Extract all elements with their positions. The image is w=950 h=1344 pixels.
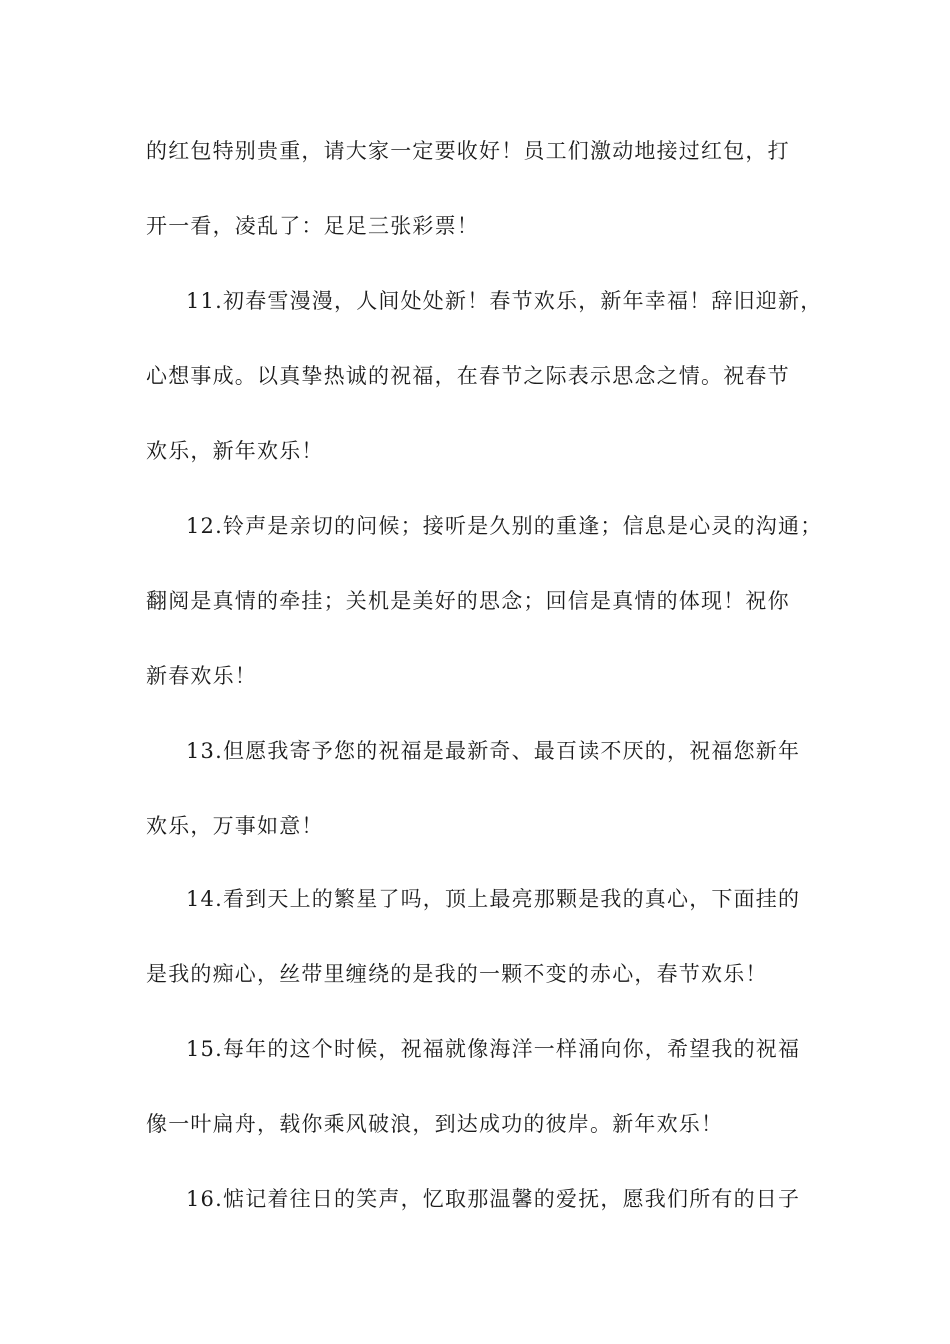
paragraph-13-line: 13.但愿我寄予您的祝福是最新奇、最百读不厌的，祝福您新年 bbox=[186, 739, 801, 763]
text-line: 欢乐，万事如意！ bbox=[146, 814, 324, 838]
text-line: 欢乐，新年欢乐！ bbox=[146, 439, 324, 463]
text-line: 翻阅是真情的牵挂；关机是美好的思念；回信是真情的体现！祝你 bbox=[146, 589, 790, 613]
text-line: 心想事成。以真挚热诚的祝福，在春节之际表示思念之情。祝春节 bbox=[146, 364, 790, 388]
paragraph-16-line: 16.惦记着往日的笑声，忆取那温馨的爱抚，愿我们所有的日子 bbox=[186, 1187, 801, 1211]
text-line: 像一叶扁舟，载你乘风破浪，到达成功的彼岸。新年欢乐！ bbox=[146, 1112, 724, 1136]
text-line: 的红包特别贵重，请大家一定要收好！员工们激动地接过红包，打 bbox=[146, 139, 790, 163]
text-line: 是我的痴心，丝带里缠绕的是我的一颗不变的赤心，春节欢乐！ bbox=[146, 962, 768, 986]
paragraph-12-line: 12.铃声是亲切的问候；接听是久别的重逢；信息是心灵的沟通； bbox=[186, 514, 823, 538]
text-line: 新春欢乐！ bbox=[146, 664, 257, 688]
paragraph-11-line: 11.初春雪漫漫，人间处处新！春节欢乐，新年幸福！辞旧迎新， bbox=[186, 289, 823, 313]
paragraph-15-line: 15.每年的这个时候，祝福就像海洋一样涌向你，希望我的祝福 bbox=[186, 1037, 801, 1061]
text-line: 开一看，凌乱了：足足三张彩票！ bbox=[146, 214, 479, 238]
paragraph-14-line: 14.看到天上的繁星了吗，顶上最亮那颗是我的真心，下面挂的 bbox=[186, 887, 801, 911]
